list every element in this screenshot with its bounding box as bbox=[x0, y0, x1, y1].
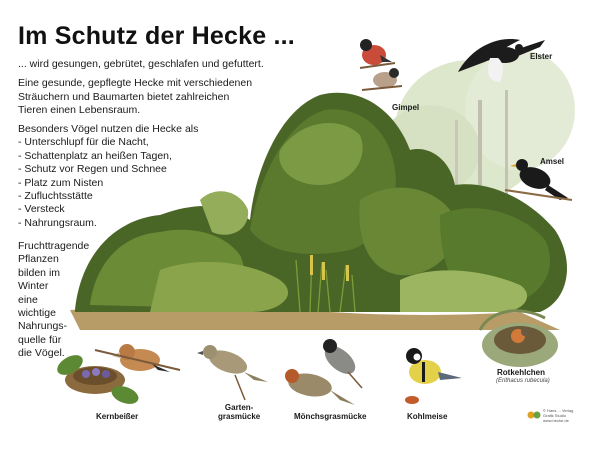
berries-note bbox=[18, 240, 89, 361]
kohlmeise-label: Kohlmeise bbox=[407, 412, 448, 421]
kohlmeise-bird-illustration bbox=[405, 348, 462, 404]
credit-line: www.hecke.de bbox=[543, 418, 569, 423]
uses-heading: Besonders Vögel nutzen die Hecke als bbox=[18, 123, 199, 135]
rotkehlchen-label: Rotkehlchen bbox=[497, 368, 546, 377]
gartengrasmuecke-label-line2: grasmücke bbox=[218, 412, 261, 421]
kernbeisser-label: Kernbeißer bbox=[96, 412, 139, 421]
publisher-logo-icon bbox=[527, 409, 541, 421]
berries-line: bilden im bbox=[18, 266, 61, 279]
publisher-credit bbox=[543, 408, 573, 423]
uses-item: - Schutz vor Regen und Schnee bbox=[18, 163, 167, 176]
uses-item: - Nahrungsraum. bbox=[18, 216, 97, 229]
berries-line: quelle für bbox=[18, 333, 62, 346]
uses-list bbox=[18, 123, 198, 230]
intro-line: Tieren einen Lebensraum. bbox=[18, 104, 141, 116]
gimpel-bird-illustration bbox=[360, 39, 402, 90]
uses-item: - Unterschlupf für die Nacht, bbox=[18, 136, 149, 149]
gartengrasmuecke-label bbox=[218, 403, 260, 421]
berries-line: eine bbox=[18, 293, 38, 306]
moenchsgrasmuecke-bird-illustration bbox=[285, 339, 362, 405]
credit-line: Grafik Studio bbox=[543, 413, 567, 418]
elster-label: Elster bbox=[530, 52, 553, 61]
uses-item: - Schattenplatz an heißen Tagen, bbox=[18, 149, 172, 162]
berries-line: Winter bbox=[18, 280, 49, 293]
gimpel-label: Gimpel bbox=[392, 103, 420, 112]
intro-paragraph bbox=[18, 77, 318, 118]
page-subtitle: ... wird gesungen, gebrütet, geschlafen und gefuttert. bbox=[18, 58, 264, 70]
uses-item: - Versteck bbox=[18, 203, 65, 216]
rotkehlchen-scientific-name: (Erithacus rubecula) bbox=[496, 378, 550, 384]
berries-line: die Vögel. bbox=[18, 347, 65, 360]
moenchsgrasmuecke-label: Mönchsgrasmücke bbox=[294, 412, 367, 421]
berries-line: wichtige bbox=[18, 307, 56, 320]
gartengrasmuecke-bird-illustration bbox=[197, 345, 268, 400]
amsel-label: Amsel bbox=[540, 157, 565, 166]
intro-line: Sträuchern und Baumarten bietet zahlreichen bbox=[18, 90, 230, 103]
uses-item: - Zufluchtsstätte bbox=[18, 190, 93, 203]
berries-line: Fruchttragende bbox=[18, 240, 90, 252]
page-title: Im Schutz der Hecke ... bbox=[18, 22, 295, 50]
intro-line: Eine gesunde, gepflegte Hecke mit verschiedenen bbox=[18, 77, 253, 89]
uses-item: - Platz zum Nisten bbox=[18, 176, 104, 189]
credit-line: © Hans ... Verlag bbox=[543, 408, 574, 413]
berries-line: Pflanzen bbox=[18, 253, 59, 266]
gartengrasmuecke-label-line1: Garten- bbox=[224, 403, 254, 412]
berries-line: Nahrungs- bbox=[18, 320, 68, 333]
